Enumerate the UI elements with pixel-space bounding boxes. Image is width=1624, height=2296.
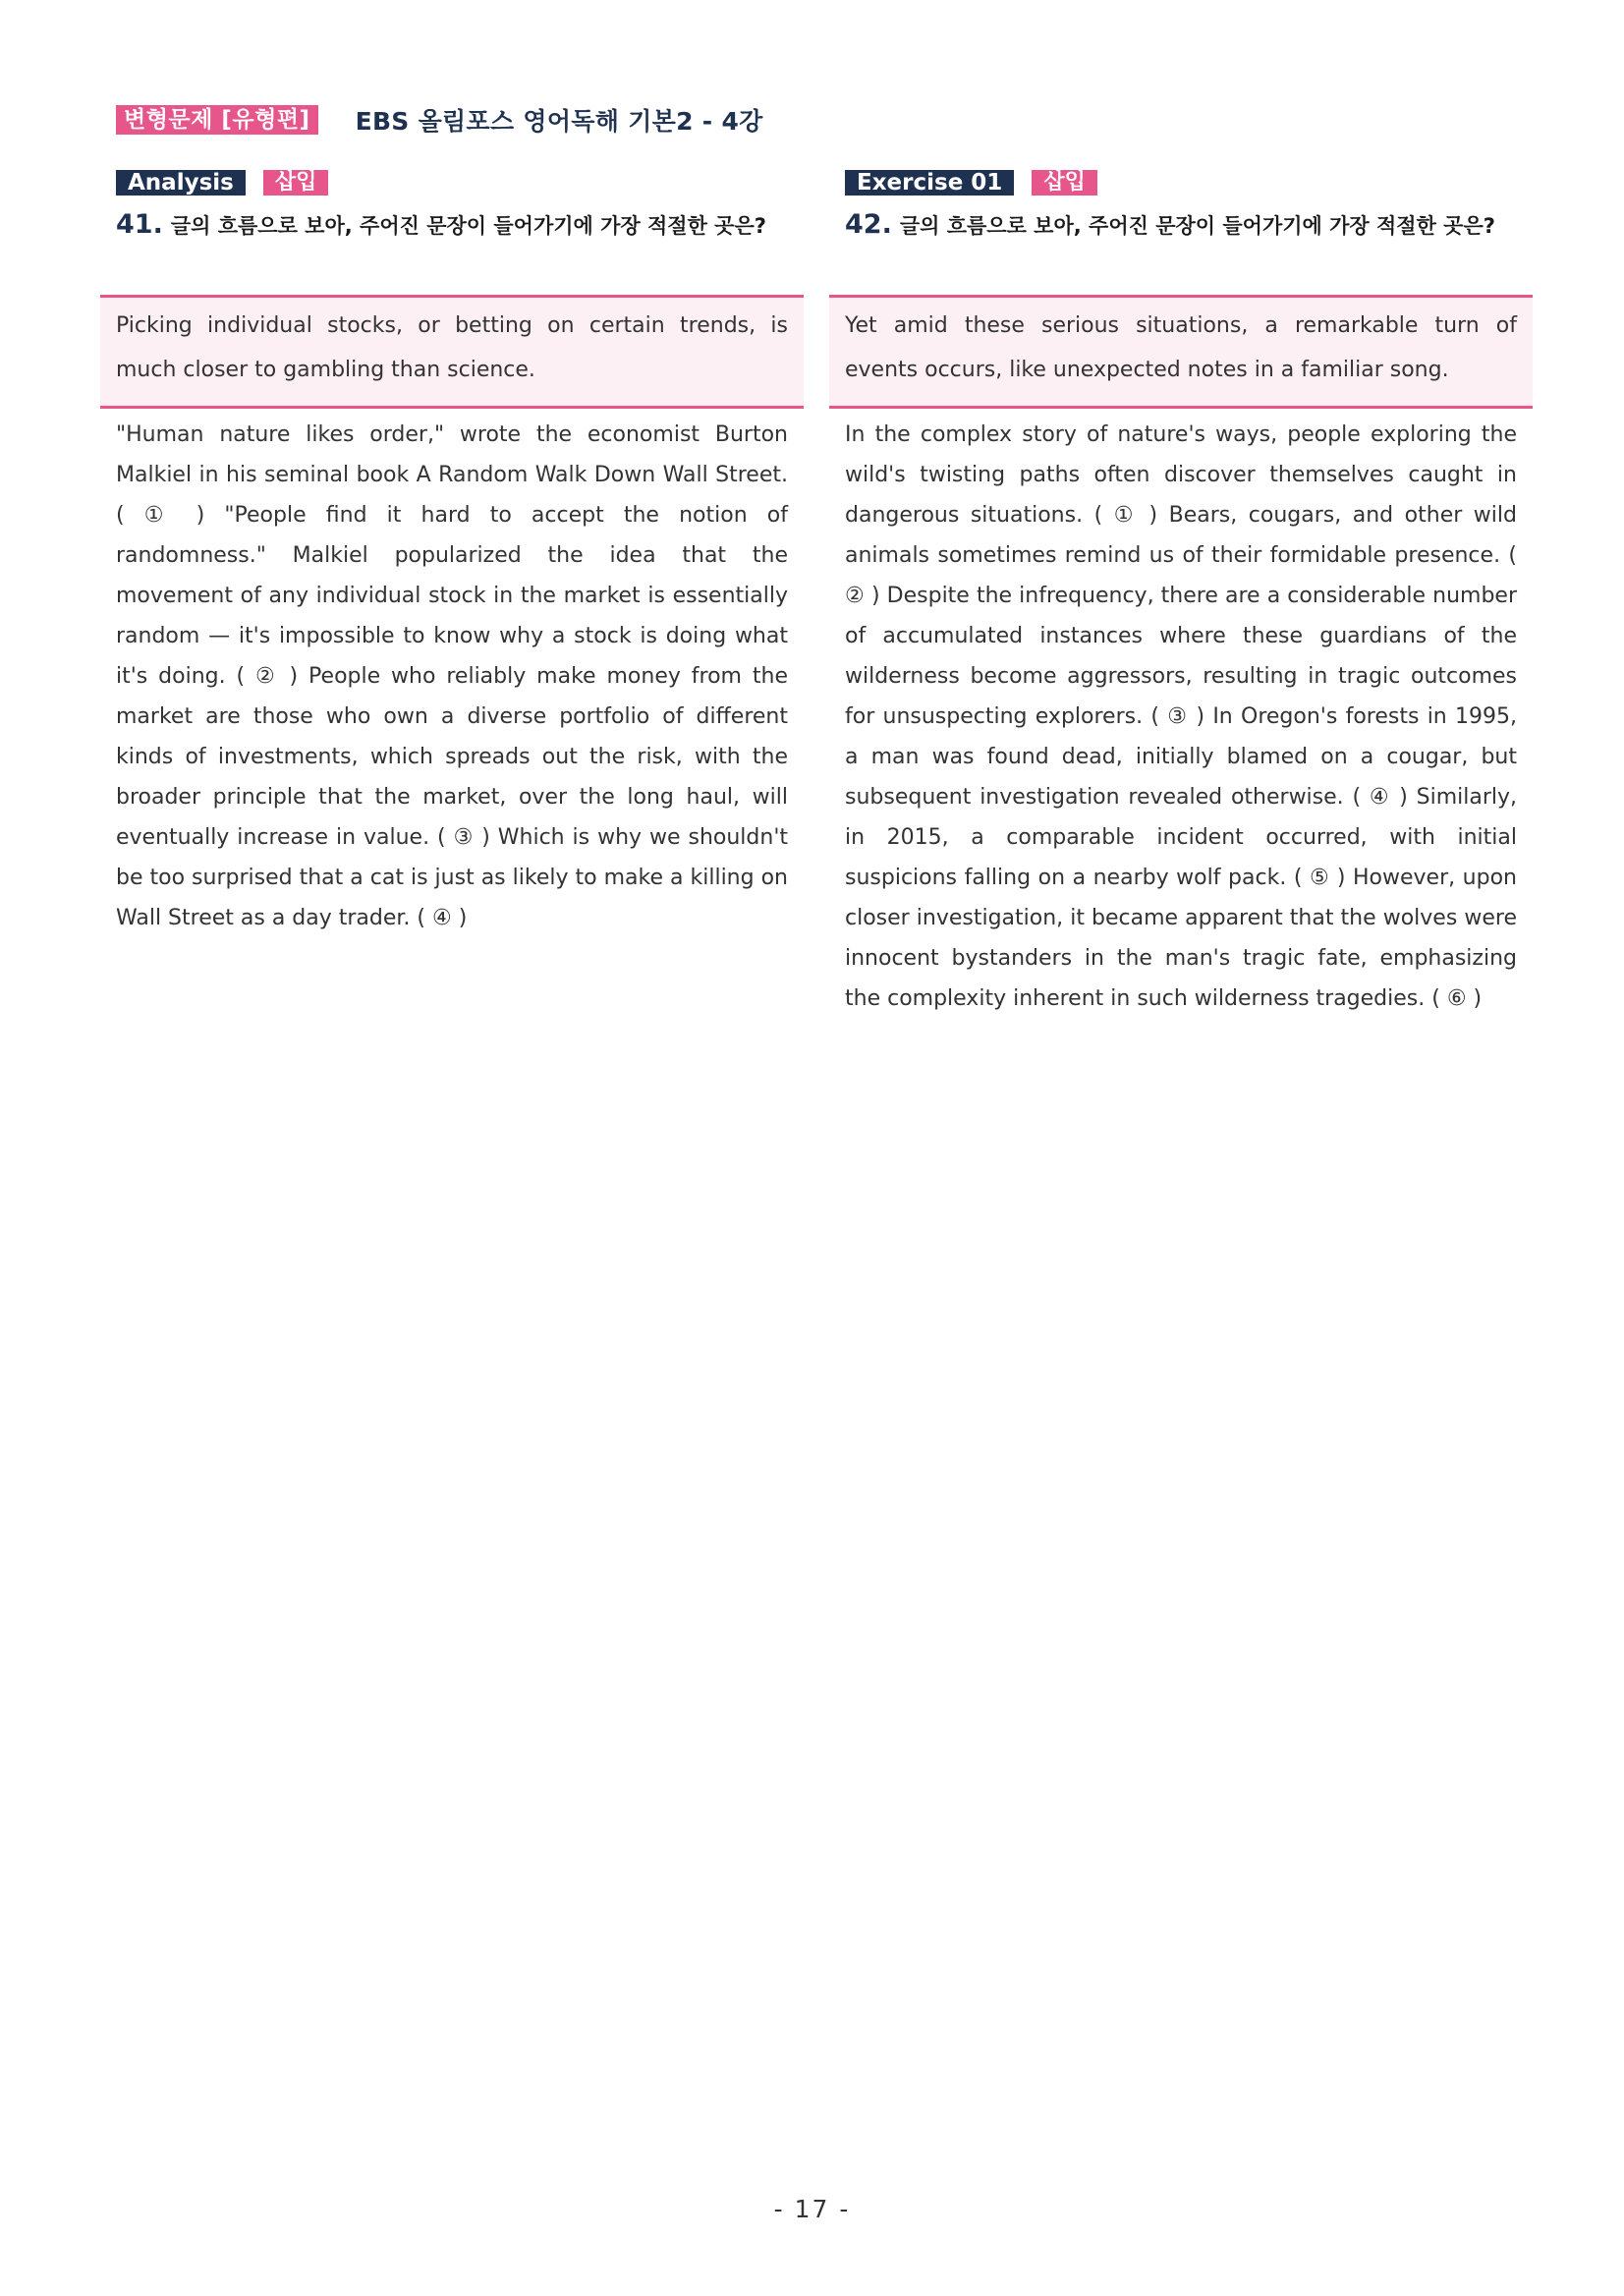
page-header: [116, 102, 763, 138]
given-sentence: Yet amid these serious situations, a remarkable turn of events occurs, like unexpected notes in a familiar song.: [845, 313, 1517, 382]
question-41-column: [100, 169, 804, 938]
analysis-tag: Analysis: [116, 170, 246, 196]
worksheet-type-badge: 변형문제 [유형편]: [116, 105, 318, 135]
worksheet-title: EBS 올림포스 영어독해 기본2 - 4강: [355, 107, 763, 136]
given-sentence-box: [829, 295, 1533, 409]
exercise-tag: Exercise 01: [845, 170, 1014, 196]
category-tag: 삽입: [1032, 170, 1097, 196]
question-42-column: [829, 169, 1533, 1019]
passage-text: "Human nature likes order," wrote the economist Burton Malkiel in his seminal book A Random Walk Down Wall Street. ( ① ) "People find it hard to accept the notion of randomness." Malkiel popularized the idea that the movement of any individual stock in the market is essentially random — it's impossible to know why a stock is doing what it's doing. ( ② ) People who reliably make money from the market are those who own a diverse portfolio of different kinds of investments, which spreads out the risk, with the broader principle that the market, over the long haul, will eventually increase in value. ( ③ ) Which is why we shouldn't be too surprised that a cat is just as likely to make a killing on Wall Street as a day trader. ( ④ ): [116, 422, 788, 930]
given-sentence: Picking individual stocks, or betting on certain trends, is much closer to gambling than science.: [116, 313, 788, 382]
question-number: 42.: [845, 209, 892, 240]
question-tags: [829, 169, 1533, 196]
passage-text: In the complex story of nature's ways, people exploring the wild's twisting paths often discover themselves caught in dangerous situations. ( ① ) Bears, cougars, and other wild animals sometimes remind us of their formidable presence. ( ② ) Despite the infrequency, there are a considerable number of accumulated instances where these guardians of the wilderness become aggressors, resulting in tragic outcomes for unsuspecting explorers. ( ③ ) In Oregon's forests in 1995, a man was found dead, initially blamed on a cougar, but subsequent investigation revealed otherwise. ( ④ ) Similarly, in 2015, a comparable incident occurred, with initial suspicions falling on a nearby wolf pack. ( ⑤ ) However, upon closer investigation, it became apparent that the wolves were innocent bystanders in the man's tragic fate, emphasizing the complexity inherent in such wilderness tragedies. ( ⑥ ): [845, 422, 1517, 1011]
question-tags: [100, 169, 804, 196]
question-prompt: [100, 206, 804, 279]
question-text: 글의 흐름으로 보아, 주어진 문장이 들어가기에 가장 적절한 곳은?: [170, 214, 766, 238]
question-number: 41.: [116, 209, 163, 240]
category-tag: 삽입: [263, 170, 329, 196]
given-sentence-box: [100, 295, 804, 409]
page-number: - 17 -: [773, 2195, 851, 2223]
question-prompt: [829, 206, 1533, 279]
question-text: 글의 흐름으로 보아, 주어진 문장이 들어가기에 가장 적절한 곳은?: [899, 214, 1495, 238]
